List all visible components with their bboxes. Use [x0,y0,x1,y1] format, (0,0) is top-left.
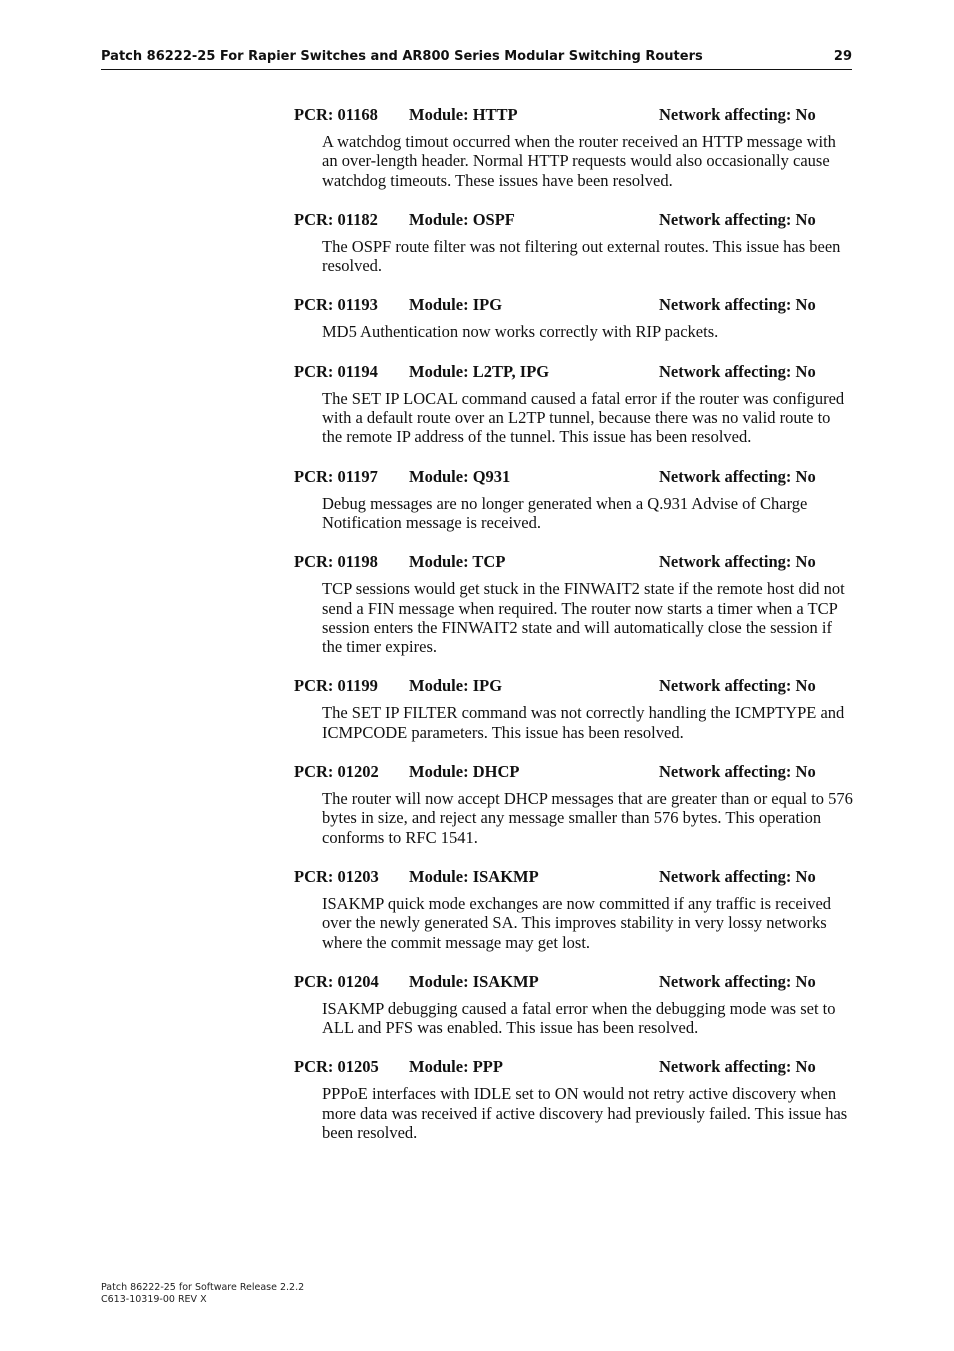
pcr-entry-header [294,762,854,787]
pcr-entry [294,105,854,190]
pcr-entry [294,210,854,276]
pcr-network-affecting: Network affecting: No [659,676,816,696]
pcr-number: PCR: 01204 [294,971,379,991]
pcr-network-affecting: Network affecting: No [659,361,816,381]
pcr-entry-header [294,105,854,130]
pcr-description: A watchdog timout occurred when the router received an HTTP message with an over-length header. Normal HTTP requests would also occasionally cause watchdog timeouts. These issues have been resolved. [322,132,836,190]
pcr-entry [294,552,854,656]
pcr-network-affecting: Network affecting: No [659,295,816,315]
pcr-module: Module: Q931 [409,466,511,486]
pcr-description: PPPoE interfaces with IDLE set to ON would not retry active discovery when more data was received if active discovery had previously failed. This issue has been resolved. [322,1084,848,1143]
header-title: Patch 86222-25 For Rapier Switches and AR800 Series Modular Switching Routers [101,49,703,64]
pcr-entry-header [294,362,854,387]
pcr-description: The SET IP FILTER command was not correctly handling the ICMPTYPE and ICMPCODE parameters. This issue has been resolved. [322,703,845,742]
pcr-number: PCR: 01194 [294,361,378,381]
pcr-network-affecting: Network affecting: No [659,1057,816,1077]
pcr-module: Module: HTTP [409,105,518,124]
pcr-entry-header [294,676,854,701]
pcr-module: Module: ISAKMP [409,971,539,991]
running-header [101,47,852,70]
pcr-entry-header [294,210,854,235]
pcr-entry [294,362,854,447]
pcr-number: PCR: 01182 [294,209,378,229]
pcr-network-affecting: Network affecting: No [659,105,816,124]
pcr-module: Module: OSPF [409,209,515,229]
pcr-description: Debug messages are no longer generated when a Q.931 Advise of Charge Notification message is received. [322,493,808,532]
footer-doc-number: C613-10319-00 REV X [101,1294,207,1305]
pcr-network-affecting: Network affecting: No [659,762,816,782]
pcr-description: The OSPF route filter was not filtering out external routes. This issue has been resolved. [322,236,841,276]
pcr-number: PCR: 01197 [294,466,378,486]
pcr-description: TCP sessions would get stuck in the FINWAIT2 state if the remote host did not send a FIN message when required. The router now starts a timer when a TCP session enters the FINWAIT2 state and will automatically close the session if the timer expires. [322,579,845,657]
pcr-number: PCR: 01193 [294,295,378,315]
pcr-list [294,105,854,1162]
pcr-entry-header [294,972,854,997]
pcr-network-affecting: Network affecting: No [659,466,816,486]
pcr-description: MD5 Authentication now works correctly with RIP packets. [322,322,719,342]
pcr-number: PCR: 01199 [294,676,378,696]
pcr-number: PCR: 01202 [294,762,379,782]
pcr-entry [294,295,854,341]
pcr-entry-header [294,467,854,492]
pcr-entry-header [294,1057,854,1082]
footer-release: Patch 86222-25 for Software Release 2.2.2 [101,1282,305,1293]
pcr-entry [294,762,854,847]
pcr-description: ISAKMP debugging caused a fatal error when the debugging mode was set to ALL and PFS was enabled. This issue has been resolved. [322,998,836,1038]
pcr-entry [294,1057,854,1142]
pcr-module: Module: L2TP, IPG [409,361,550,381]
pcr-description: The router will now accept DHCP messages that are greater than or equal to 576 bytes in size, and reject any message smaller than 576 bytes. This operation conforms to RFC 1541. [322,789,853,847]
pcr-number: PCR: 01205 [294,1057,379,1077]
pcr-module: Module: TCP [409,552,506,572]
pcr-entry [294,676,854,742]
pcr-module: Module: PPP [409,1057,503,1077]
pcr-network-affecting: Network affecting: No [659,552,816,572]
pcr-entry [294,867,854,952]
pcr-module: Module: ISAKMP [409,866,539,886]
pcr-module: Module: IPG [409,295,503,315]
pcr-entry [294,467,854,533]
pcr-number: PCR: 01198 [294,552,378,572]
pcr-entry-header [294,552,854,577]
pcr-network-affecting: Network affecting: No [659,866,816,886]
pcr-number: PCR: 01203 [294,866,379,886]
pcr-module: Module: DHCP [409,762,520,782]
pcr-network-affecting: Network affecting: No [659,209,816,229]
pcr-entry-header [294,295,854,320]
pcr-description: The SET IP LOCAL command caused a fatal error if the router was configured with a default route over an L2TP tunnel, because there was no valid route to the remote IP address of the tunnel. This issue has been resolved. [322,388,845,447]
pcr-network-affecting: Network affecting: No [659,971,816,991]
pcr-entry-header [294,867,854,892]
pcr-module: Module: IPG [409,676,503,696]
pcr-number: PCR: 01168 [294,105,378,124]
pcr-entry [294,972,854,1038]
pcr-description: ISAKMP quick mode exchanges are now committed if any traffic is received over the newly generated SA. This improves stability in very lossy networks where the commit message may get lost. [322,893,832,952]
page-footer [101,1282,304,1306]
page-number: 29 [833,49,852,64]
